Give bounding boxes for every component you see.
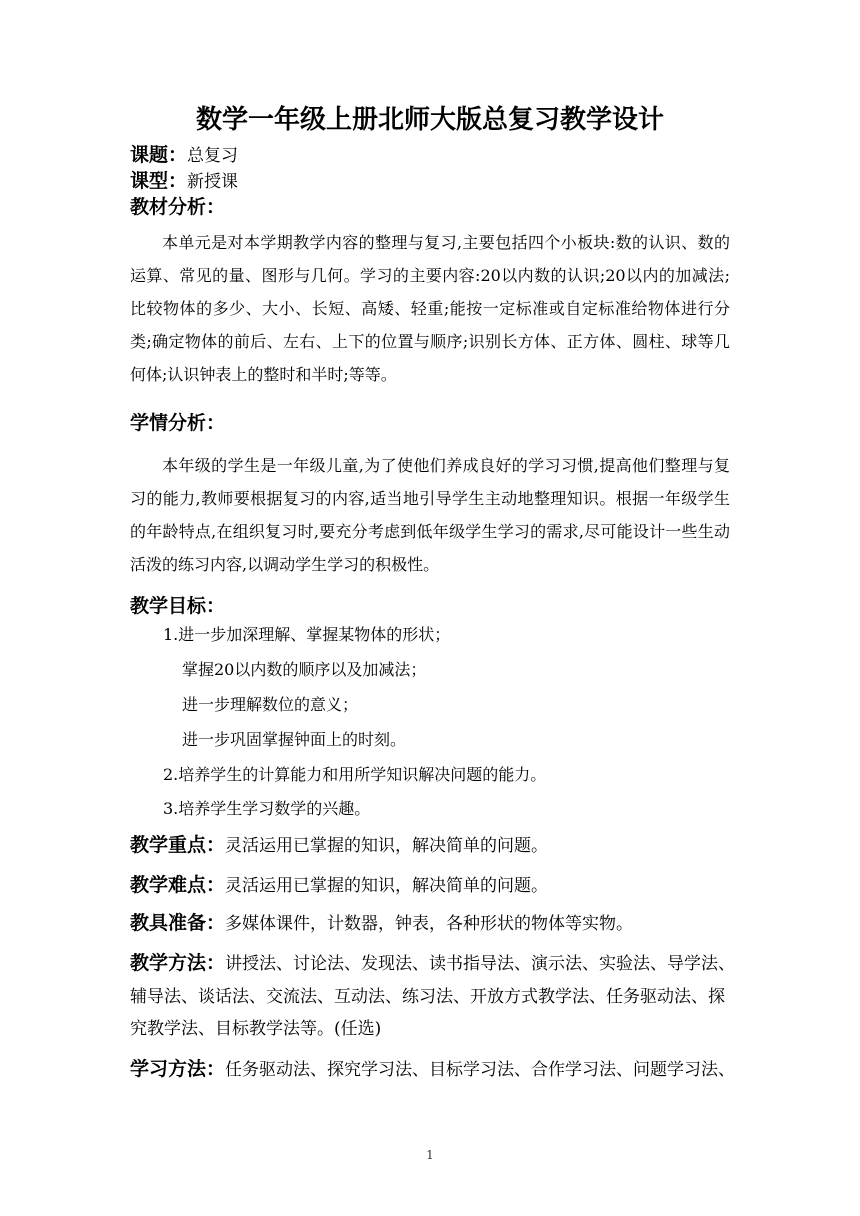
teaching-aids — [130, 908, 633, 935]
objective-item: 掌握20以内数的顺序以及加减法； — [182, 660, 427, 679]
teaching-methods-line: 辅导法、谈话法、交流法、互动法、练习法、开放方式教学法、任务驱动法、探 — [130, 987, 725, 1007]
material-analysis-heading: 教材分析： — [130, 196, 226, 218]
key-points — [130, 830, 548, 857]
lesson-type — [130, 166, 238, 193]
difficult-points — [130, 870, 548, 897]
objective-item: 进一步理解数位的意义； — [182, 695, 359, 714]
difficult-points-value: 灵活运用已掌握的知识，解决简单的问题。 — [225, 876, 549, 896]
teaching-methods-line: 讲授法、讨论法、发现法、读书指导法、演示法、实验法、导学法、 — [225, 954, 736, 974]
teaching-aids-label: 教具准备： — [130, 912, 226, 934]
learning-methods — [130, 1054, 735, 1081]
learning-methods-value: 任务驱动法、探究学习法、目标学习法、合作学习法、问题学习法、 — [225, 1060, 736, 1080]
objective-item: 进一步巩固掌握钟面上的时刻。 — [182, 730, 407, 749]
lesson-type-label: 课型： — [130, 170, 188, 192]
document-title: 数学一年级上册北师大版总复习教学设计 — [195, 105, 664, 135]
student-analysis-text: 本年级的学生是一年级儿童,为了使他们养成良好的学习习惯,提高他们整理与复习的能力,教师要根据复习的内容,适当地引导学生主动地整理知识。根据一年级学生的年龄特点,在组织复习时,要充分考虑到低年级学生学习的需求,尽可能设计一些生动活泼的练习内容,以调动学生学习的积极性。 — [130, 456, 730, 574]
page-number: 1 — [426, 1148, 434, 1162]
lesson-topic-label: 课题： — [130, 144, 188, 166]
objective-item: 1.进一步加深理解、掌握某物体的形状； — [163, 625, 451, 644]
key-points-label: 教学重点： — [130, 834, 226, 856]
objective-item: 2.培养学生的计算能力和用所学知识解决问题的能力。 — [163, 765, 547, 784]
key-points-value: 灵活运用已掌握的知识，解决简单的问题。 — [225, 836, 549, 856]
student-analysis-heading: 学情分析： — [130, 412, 226, 434]
teaching-aids-value: 多媒体课件，计数器，钟表，各种形状的物体等实物。 — [225, 914, 634, 934]
lesson-topic — [130, 140, 238, 167]
lesson-topic-value: 总复习 — [187, 146, 239, 166]
teaching-methods — [130, 948, 735, 975]
difficult-points-label: 教学难点： — [130, 874, 226, 896]
teaching-methods-line: 究教学法、目标教学法等。(任选) — [130, 1019, 382, 1039]
objective-item: 3.培养学生学习数学的兴趣。 — [163, 799, 371, 818]
learning-methods-label: 学习方法： — [130, 1058, 226, 1080]
objectives-heading: 教学目标： — [130, 595, 226, 617]
teaching-methods-label: 教学方法： — [130, 952, 226, 974]
lesson-type-value: 新授课 — [187, 172, 239, 192]
material-analysis-text: 本单元是对本学期教学内容的整理与复习,主要包括四个小板块:数的认识、数的运算、常见的量、图形与几何。学习的主要内容:20以内数的认识;20以内的加减法;比较物体的多少、大小、长短、高矮、轻重;能按一定标准或自定标准给物体进行分类;确定物体的前后、左右、上下的位置与顺序;识别长方体、正方体、圆柱、球等几何体;认识钟表上的整时和半时;等等。 — [130, 233, 730, 384]
